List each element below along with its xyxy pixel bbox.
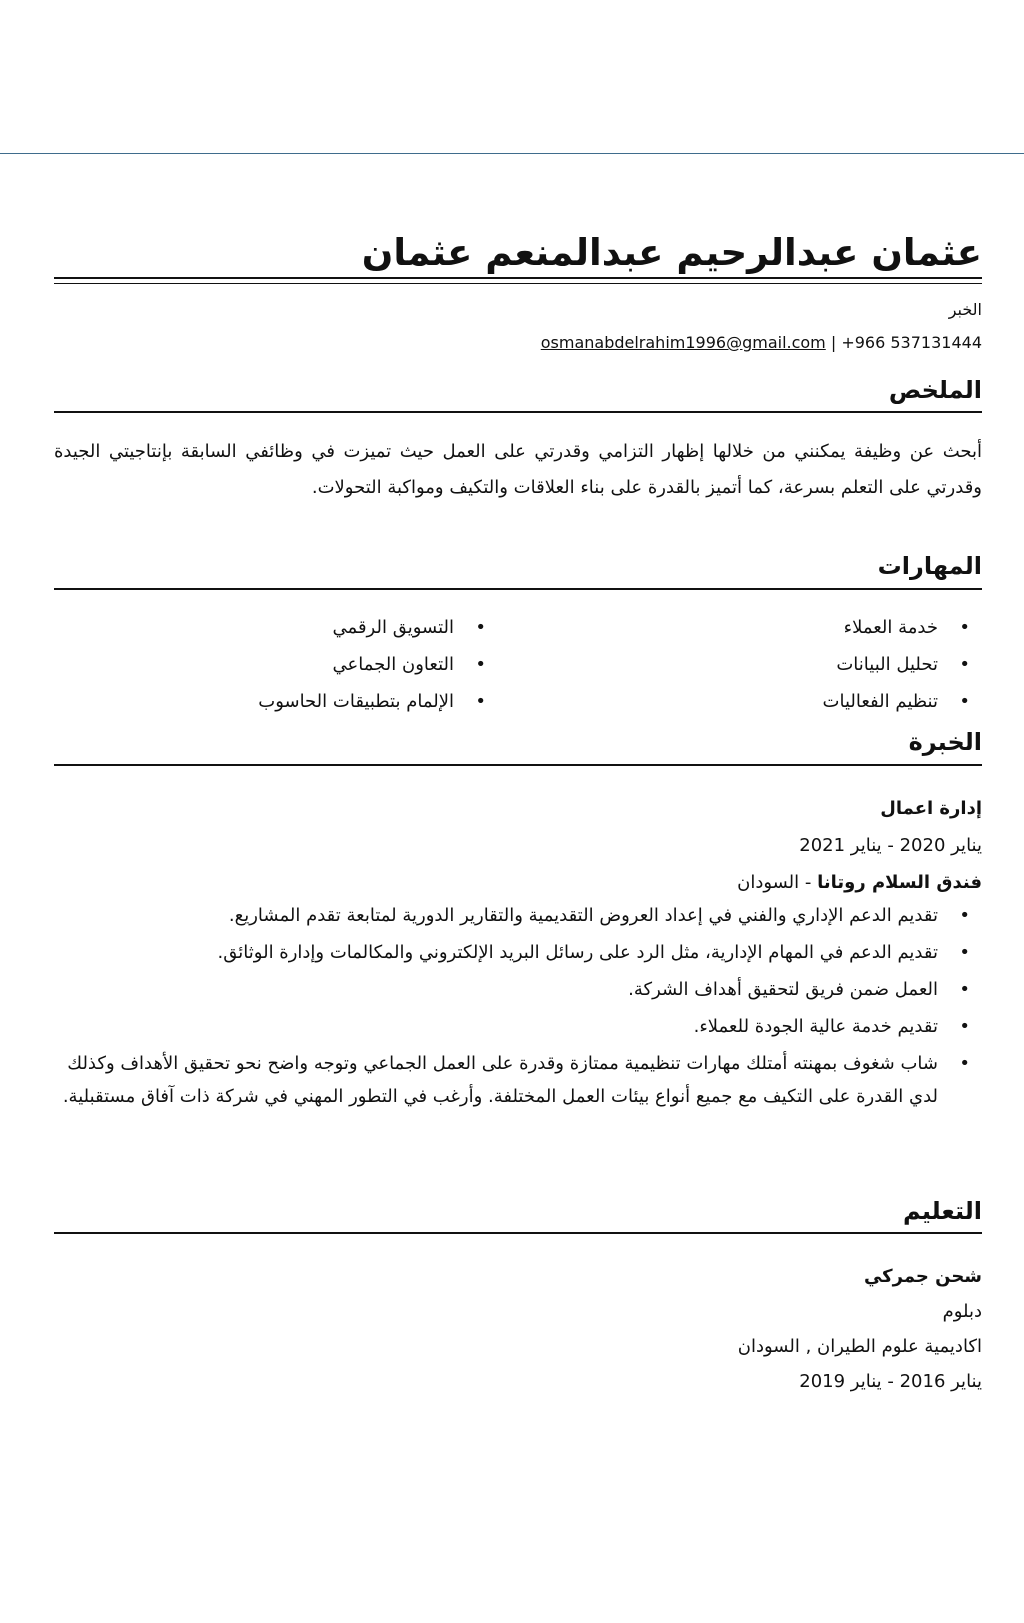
name-underline-thin [54, 283, 982, 284]
education-dates: يناير 2016 - يناير 2019 [799, 1371, 982, 1392]
skill-item: • التسويق الرقمي [78, 614, 498, 651]
location: الخبر [948, 300, 982, 319]
experience-bullet: • تقديم خدمة عالية الجودة للعملاء. [54, 1010, 982, 1043]
email-link[interactable]: osmanabdelrahim1996@gmail.com [540, 333, 826, 352]
experience-heading: الخبرة [908, 728, 982, 756]
experience-rule [54, 764, 982, 766]
skills-column-right [562, 614, 982, 725]
summary-rule [54, 411, 982, 413]
skill-item: • تحليل البيانات [562, 651, 982, 688]
company-separator: - [804, 872, 812, 893]
education-institution: اكاديمية علوم الطيران , السودان [737, 1336, 982, 1357]
experience-bullets [54, 899, 982, 1113]
experience-bullet: • العمل ضمن فريق لتحقيق أهداف الشركة. [54, 973, 982, 1006]
skill-item: • التعاون الجماعي [78, 651, 498, 688]
phone-number: +966 537131444 [841, 333, 982, 352]
skills-heading: المهارات [877, 552, 982, 580]
skill-item: • خدمة العملاء [562, 614, 982, 651]
skills-column-left [78, 614, 498, 725]
experience-bullet: • تقديم الدعم الإداري والفني في إعداد العروض التقديمية والتقارير الدورية لمتابعة تقدم المشاريع. [54, 899, 982, 932]
name-underline [54, 277, 982, 279]
job-company-line [54, 869, 982, 899]
education-entry [54, 1263, 982, 1403]
education-rule [54, 1232, 982, 1234]
job-dates: يناير 2020 - يناير 2021 [799, 835, 982, 856]
skill-item: • تنظيم الفعاليات [562, 688, 982, 725]
education-degree: دبلوم [942, 1301, 982, 1322]
experience-entry [54, 795, 982, 1117]
education-heading: التعليم [903, 1197, 982, 1225]
summary-heading: الملخص [888, 376, 982, 404]
contact-line [54, 333, 982, 352]
skill-item: • الإلمام بتطبيقات الحاسوب [78, 688, 498, 725]
summary-text: أبحث عن وظيفة يمكنني من خلالها إظهار التزامي وقدرتي على العمل حيث تميزت في وظائفي السابقة بإنتاجيتي الجيدة وقدرتي على التعلم بسرعة، كما أتميز بالقدرة على بناء العلاقات والتكيف ومواكبة التحولات. [54, 441, 982, 498]
experience-bullet: • شاب شغوف بمهنته أمتلك مهارات تنظيمية ممتازة وقدرة على العمل الجماعي وتوجه واضح نحو تحقيق الأهداف وكذلك لدي القدرة على التكيف مع جميع أنواع بيئات العمل المختلفة. وأرغب في التطور المهني في شركة ذات آفاق مستقبلية. [54, 1047, 982, 1113]
education-field: شحن جمركي [863, 1266, 982, 1287]
company-name: فندق السلام روتانا [817, 872, 982, 893]
job-title: إدارة اعمال [880, 798, 982, 819]
company-country: السودان [737, 872, 800, 893]
experience-bullet: • تقديم الدعم في المهام الإدارية، مثل الرد على رسائل البريد الإلكتروني والمكالمات وإدارة الوثائق. [54, 936, 982, 969]
skills-rule [54, 588, 982, 590]
candidate-name: عثمان عبدالرحيم عبدالمنعم عثمان [361, 231, 982, 274]
contact-separator: | [830, 333, 837, 352]
